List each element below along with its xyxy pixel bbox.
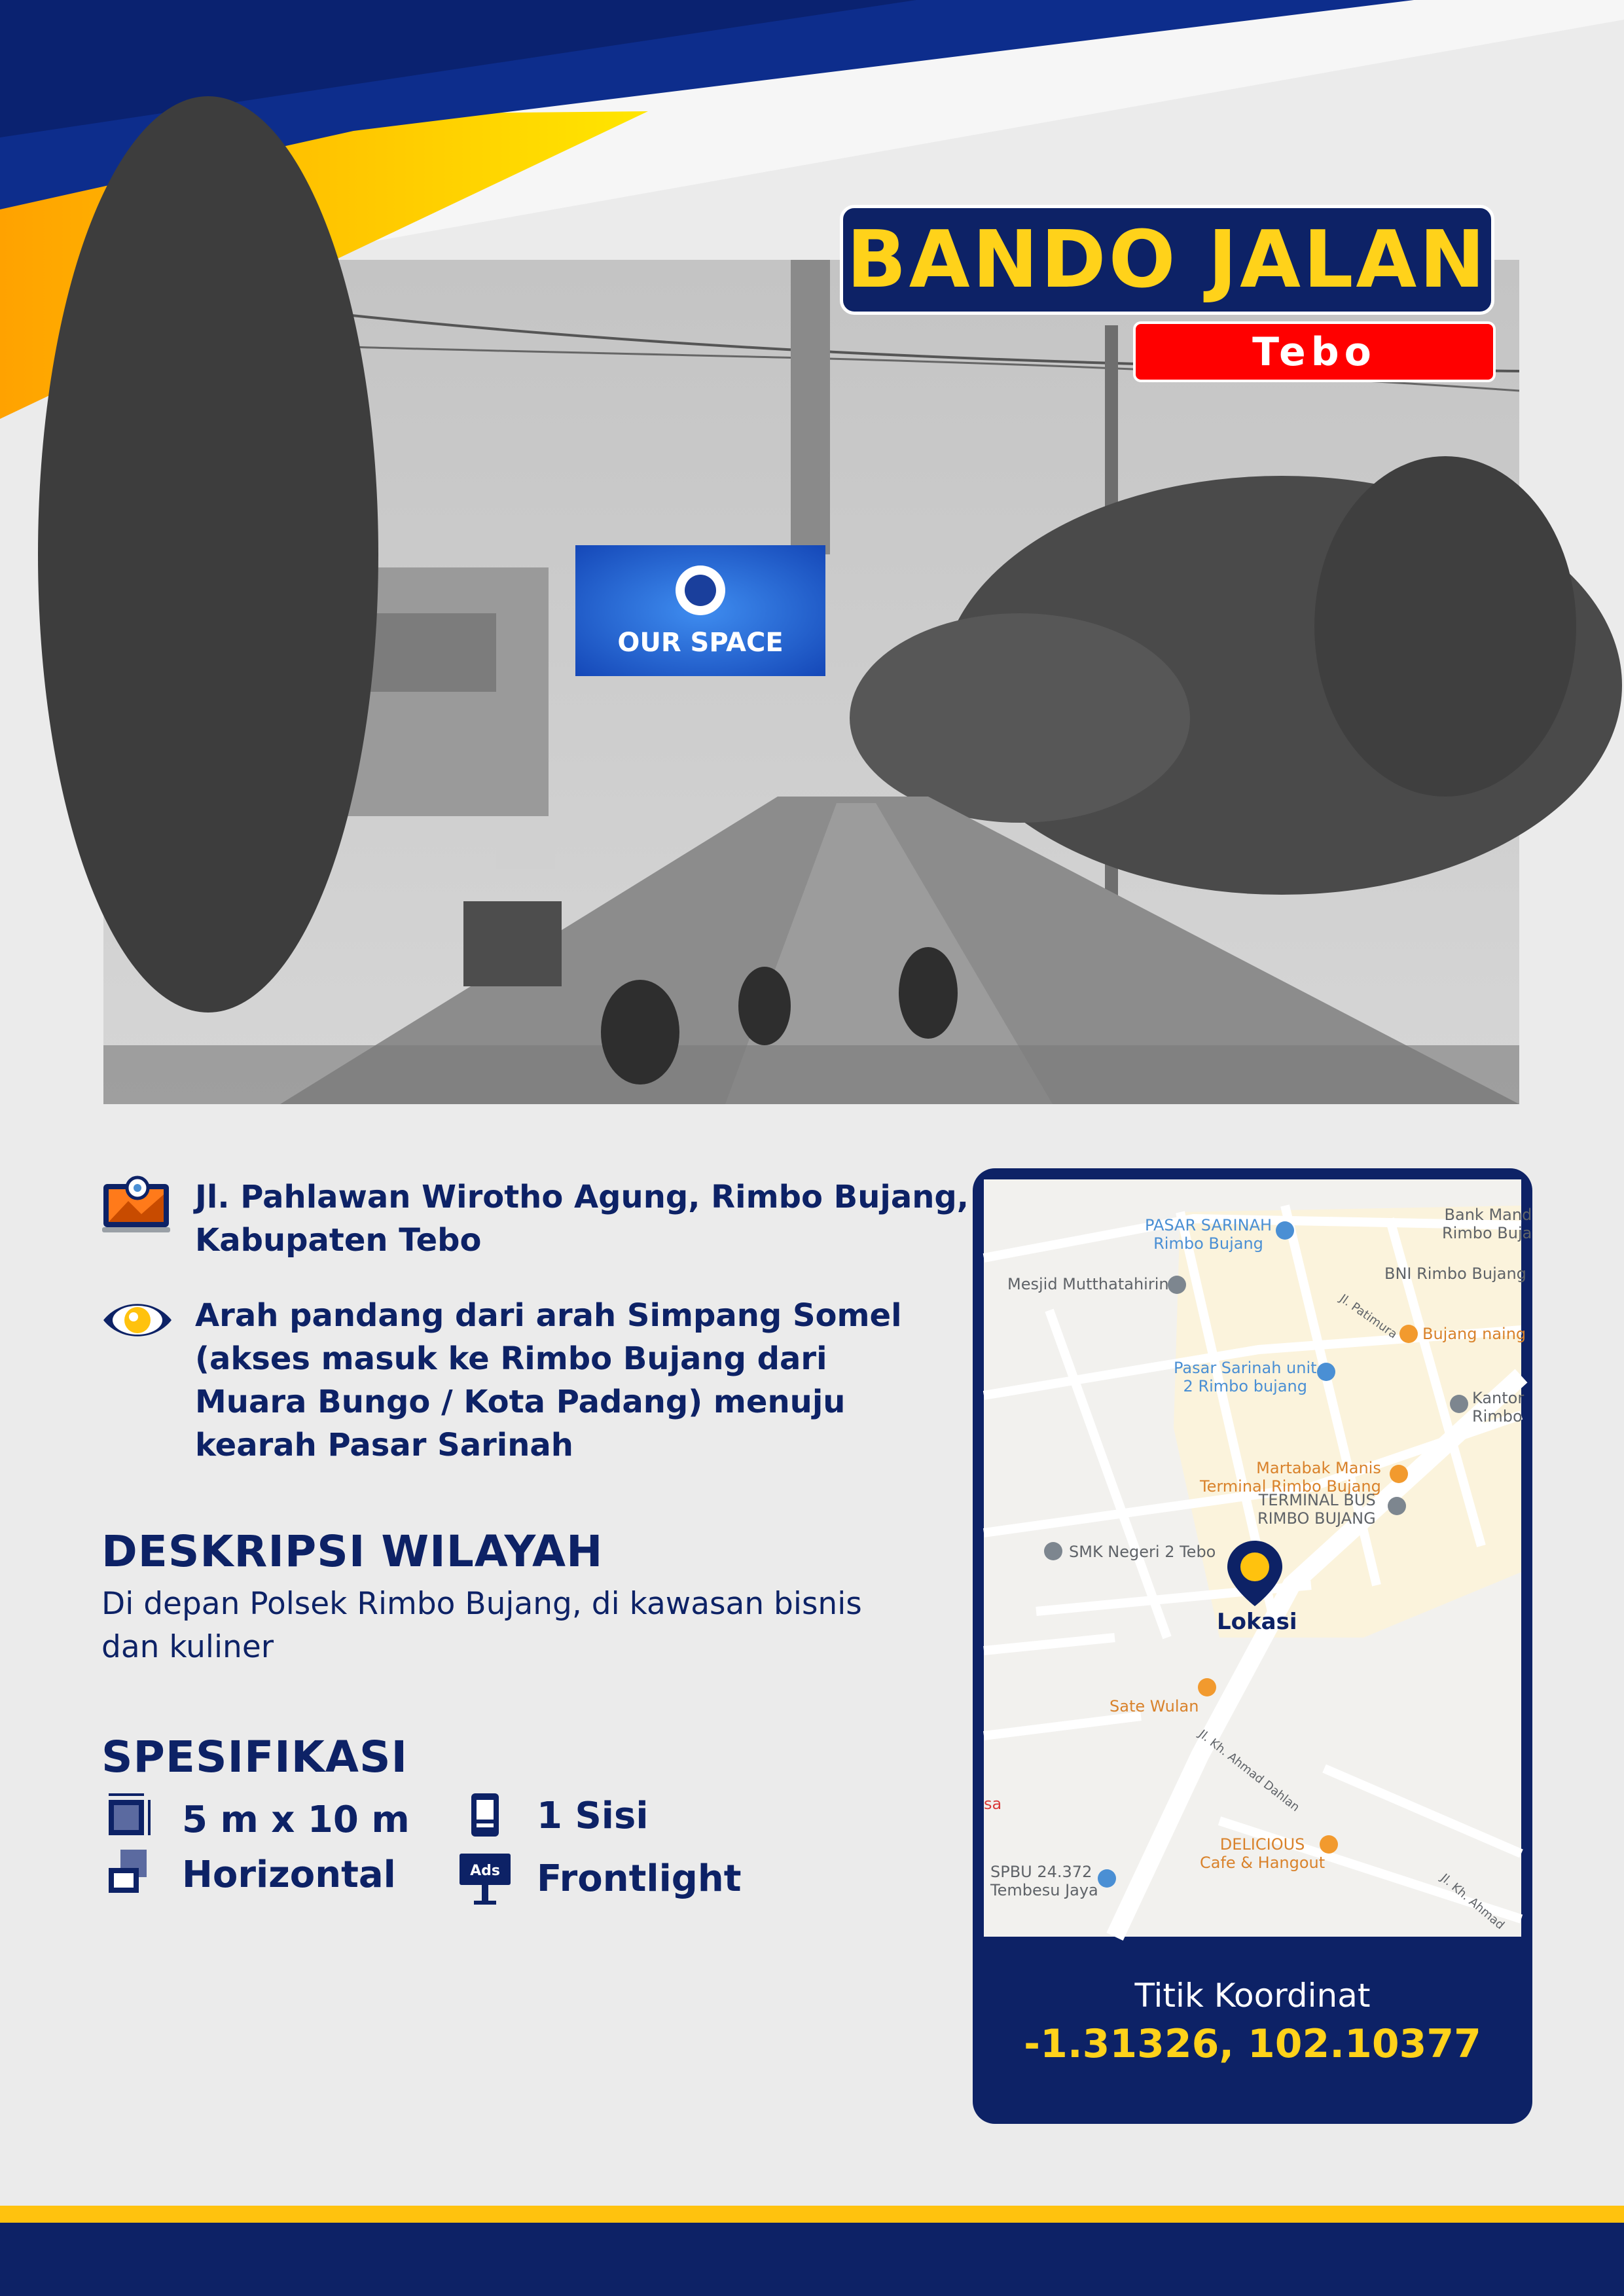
coordinates-label: Titik Koordinat	[1134, 1977, 1371, 2015]
city-name: Tebo	[1252, 329, 1377, 375]
billboard-ads-icon	[458, 1852, 512, 1905]
address-line-1: Jl. Pahlawan Wirotho Agung, Rimbo Bujang,	[195, 1179, 969, 1215]
map-label-bujang: Bujang naing	[1422, 1325, 1526, 1343]
spec-sides: 1 Sisi	[537, 1795, 649, 1837]
description-line: Di depan Polsek Rimbo Bujang, di kawasan bisnis	[101, 1586, 862, 1622]
address	[195, 1175, 994, 1262]
map-label-pasar-unit: Pasar Sarinah unit 2 Rimbo bujang	[1174, 1359, 1317, 1395]
map-label-kantor: Kantor Rimbo	[1472, 1389, 1525, 1426]
view-line: Muara Bungo / Kota Padang) menuju	[195, 1384, 846, 1420]
view-line: Arah pandang dari arah Simpang Somel	[195, 1297, 902, 1334]
map-label-sate: Sate Wulan	[1110, 1697, 1199, 1715]
eye-icon	[101, 1299, 174, 1342]
spec-orientation: Horizontal	[182, 1854, 396, 1896]
map-label-bni: BNI Rimbo Bujang	[1384, 1265, 1526, 1283]
description-heading: DESKRIPSI WILAYAH	[101, 1526, 604, 1577]
orientation-icon	[105, 1847, 154, 1897]
spec-size: 5 m x 10 m	[182, 1799, 410, 1841]
size-icon	[105, 1791, 153, 1839]
map-label-jl-patimura: Jl. Patimura	[1337, 1291, 1400, 1342]
map-location-icon	[102, 1175, 170, 1234]
city-badge	[1133, 321, 1496, 382]
description-text	[101, 1583, 920, 1669]
map-label-lokasi: Lokasi	[1217, 1609, 1297, 1635]
specs-heading: SPESIFIKASI	[101, 1732, 408, 1782]
map-label-mesjid: Mesjid Mutthatahirin	[1007, 1275, 1169, 1293]
map-label-spbu: SPBU 24.372 Tembesu Jaya	[990, 1863, 1098, 1899]
map-label-jl-ahmad: Jl. Kh. Ahmad	[1437, 1871, 1507, 1933]
map-label-bank: Bank Mand Rimbo Buja	[1442, 1206, 1532, 1242]
map-label-smk: SMK Negeri 2 Tebo	[1069, 1543, 1216, 1561]
footer-bar	[0, 2223, 1624, 2296]
view-line: (akses masuk ke Rimbo Bujang dari	[195, 1340, 827, 1377]
spec-lighting: Frontlight	[537, 1857, 742, 1900]
billboard-photo	[103, 260, 1519, 1104]
footer-stripe	[0, 2206, 1624, 2223]
ads-label: Ads	[470, 1863, 500, 1879]
map-label-martabak: Martabak Manis Terminal Rimbo Bujang	[1200, 1459, 1381, 1496]
map-label-terminal: TERMINAL BUS RIMBO BUJANG	[1257, 1491, 1376, 1528]
page-title: BANDO JALAN	[846, 214, 1488, 306]
view-direction	[195, 1294, 994, 1467]
description-line: dan kuliner	[101, 1629, 274, 1665]
coordinates-value: -1.31326, 102.10377	[1024, 2021, 1481, 2067]
map-label-delicious: DELICIOUS Cafe & Hangout	[1200, 1835, 1326, 1872]
view-line: kearah Pasar Sarinah	[195, 1427, 573, 1463]
title-banner	[840, 205, 1494, 315]
location-map[interactable]	[984, 1179, 1532, 1937]
map-label-sa: sa	[984, 1795, 1002, 1813]
map-label-pasar-sarinah: PASAR SARINAH Rimbo Bujang	[1145, 1216, 1272, 1253]
sides-icon	[469, 1791, 501, 1839]
address-line-2: Kabupaten Tebo	[195, 1222, 482, 1259]
map-label-jl-ahmad-dahlan: Jl. Kh. Ahmad Dahlan	[1195, 1727, 1303, 1815]
billboard-brand-text: OUR SPACE	[617, 628, 784, 658]
